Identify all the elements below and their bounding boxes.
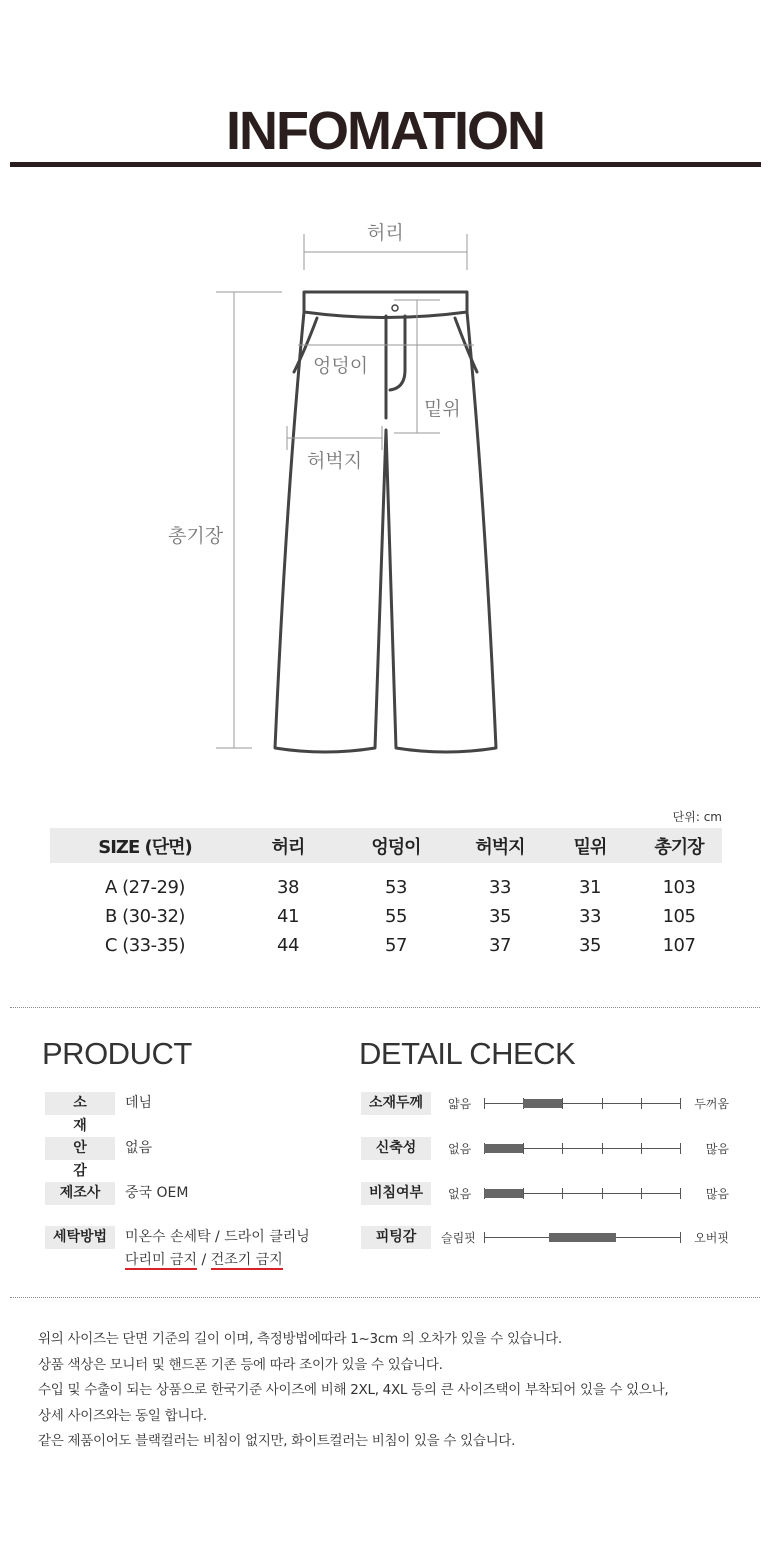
header-size: SIZE (단면) — [50, 828, 240, 863]
scale-high-label: 오버핏 — [694, 1231, 729, 1245]
section-divider — [10, 1297, 760, 1298]
table-cell: 35 — [579, 935, 601, 956]
table-cell: 103 — [662, 877, 696, 898]
scale-tick — [602, 1143, 603, 1154]
scale-tick — [641, 1143, 642, 1154]
scale-tick — [562, 1143, 563, 1154]
product-value: 미온수 손세탁 / 드라이 클리닝 — [125, 1229, 310, 1245]
scale-high-label: 많음 — [705, 1187, 729, 1201]
warning-separator: / — [201, 1252, 207, 1268]
no-dryer-warning: 건조기 금지 — [210, 1252, 283, 1268]
unit-label: 단위: cm — [672, 810, 722, 824]
scale-tick — [680, 1232, 681, 1243]
header-hip: 엉덩이 — [336, 828, 456, 863]
notice-item: 위의 사이즈는 단면 기준의 길이 이며, 측정방법에따라 1~3cm 의 오차가 있을 수 있습니다. — [38, 1331, 562, 1347]
header-thigh: 허벅지 — [456, 828, 544, 863]
scale-tick — [523, 1143, 524, 1154]
rise-label: 밑위 — [424, 398, 461, 420]
detail-label: 피팅감 — [361, 1226, 431, 1249]
detail-row-stretch — [361, 1137, 731, 1161]
notice-item: 수입 및 수출이 되는 상품으로 한국기준 사이즈에 비해 2XL, 4XL 등의 큰 사이즈택이 부착되어 있을 수 있으나, — [38, 1382, 669, 1398]
header-waist: 허리 — [240, 828, 336, 863]
product-value: 데님 — [125, 1095, 153, 1111]
table-cell: 31 — [579, 877, 601, 898]
scale-tick — [484, 1098, 485, 1109]
detail-scale — [484, 1103, 681, 1104]
product-label: 제조사 — [45, 1182, 115, 1205]
detail-scale — [484, 1148, 681, 1149]
product-label: 안 감 — [45, 1137, 115, 1160]
scale-low-label: 슬림핏 — [441, 1231, 476, 1245]
length-label: 총기장 — [168, 525, 224, 547]
scale-low-label: 없음 — [448, 1142, 472, 1156]
table-row — [50, 863, 722, 902]
table-cell: 53 — [385, 877, 407, 898]
section-divider — [10, 1007, 760, 1008]
table-cell: B (30-32) — [105, 906, 185, 927]
table-row — [50, 902, 722, 931]
scale-high-label: 두꺼움 — [694, 1097, 729, 1111]
detail-scale — [484, 1237, 681, 1238]
scale-high-label: 많음 — [705, 1142, 729, 1156]
table-cell: 105 — [662, 906, 696, 927]
table-cell: C (33-35) — [104, 935, 186, 956]
scale-tick — [562, 1098, 563, 1109]
thigh-label: 허벅지 — [307, 450, 363, 472]
page-title: INFOMATION — [226, 101, 544, 161]
no-ironing-warning: 다리미 금지 — [125, 1252, 198, 1268]
scale-fill — [484, 1144, 523, 1153]
detail-check-title: DETAIL CHECK — [359, 1036, 576, 1071]
scale-fill — [549, 1233, 616, 1242]
notice-item: 상품 색상은 모니터 및 핸드폰 기존 등에 따라 조이가 있을 수 있습니다. — [38, 1356, 443, 1373]
header-rise: 밑위 — [544, 828, 636, 863]
detail-scale — [484, 1193, 681, 1194]
scale-tick — [602, 1098, 603, 1109]
pants-illustration — [0, 200, 770, 780]
scale-fill — [484, 1189, 523, 1198]
product-title: PRODUCT — [42, 1036, 192, 1071]
detail-label: 신축성 — [361, 1137, 431, 1160]
notice-item: 같은 제품이어도 블랙컬러는 비침이 없지만, 화이트컬러는 비침이 있을 수 있습니다. — [38, 1433, 516, 1449]
title-divider — [10, 162, 761, 167]
notice-item: 상세 사이즈와는 동일 합니다. — [38, 1407, 207, 1424]
table-cell: 57 — [385, 935, 407, 956]
product-label: 세탁방법 — [45, 1226, 115, 1249]
scale-tick — [602, 1188, 603, 1199]
table-cell: 107 — [662, 935, 696, 956]
waist-label: 허리 — [367, 222, 404, 244]
scale-tick — [680, 1188, 681, 1199]
pants-measurement-diagram — [0, 200, 770, 780]
table-cell: 37 — [489, 935, 511, 956]
scale-tick — [523, 1188, 524, 1199]
detail-row-sheerness — [361, 1182, 731, 1206]
table-cell: 33 — [489, 877, 511, 898]
scale-tick — [680, 1098, 681, 1109]
product-value: 중국 OEM — [125, 1185, 189, 1201]
table-cell: A (27-29) — [105, 877, 185, 898]
table-cell: 38 — [277, 877, 299, 898]
product-value: 없음 — [125, 1140, 153, 1156]
scale-tick — [641, 1098, 642, 1109]
scale-tick — [641, 1188, 642, 1199]
scale-fill — [523, 1099, 562, 1108]
detail-label: 비침여부 — [361, 1182, 431, 1205]
detail-row-thickness — [361, 1092, 731, 1116]
scale-low-label: 얇음 — [448, 1097, 472, 1111]
detail-label: 소재두께 — [361, 1092, 431, 1115]
scale-low-label: 없음 — [448, 1187, 472, 1201]
detail-row-fit — [361, 1226, 731, 1250]
scale-tick — [562, 1188, 563, 1199]
table-cell: 55 — [385, 906, 407, 927]
size-table — [50, 828, 722, 960]
notice-list — [38, 1327, 668, 1455]
size-table-header — [50, 828, 722, 863]
table-row — [50, 931, 722, 960]
header-length: 총기장 — [636, 828, 722, 863]
product-value-warnings — [125, 1251, 283, 1270]
table-cell: 33 — [579, 906, 601, 927]
product-label: 소 재 — [45, 1092, 115, 1115]
hip-label: 엉덩이 — [313, 355, 369, 377]
scale-tick — [680, 1143, 681, 1154]
table-cell: 35 — [489, 906, 511, 927]
table-cell: 44 — [277, 935, 299, 956]
scale-tick — [484, 1232, 485, 1243]
table-cell: 41 — [277, 906, 299, 927]
